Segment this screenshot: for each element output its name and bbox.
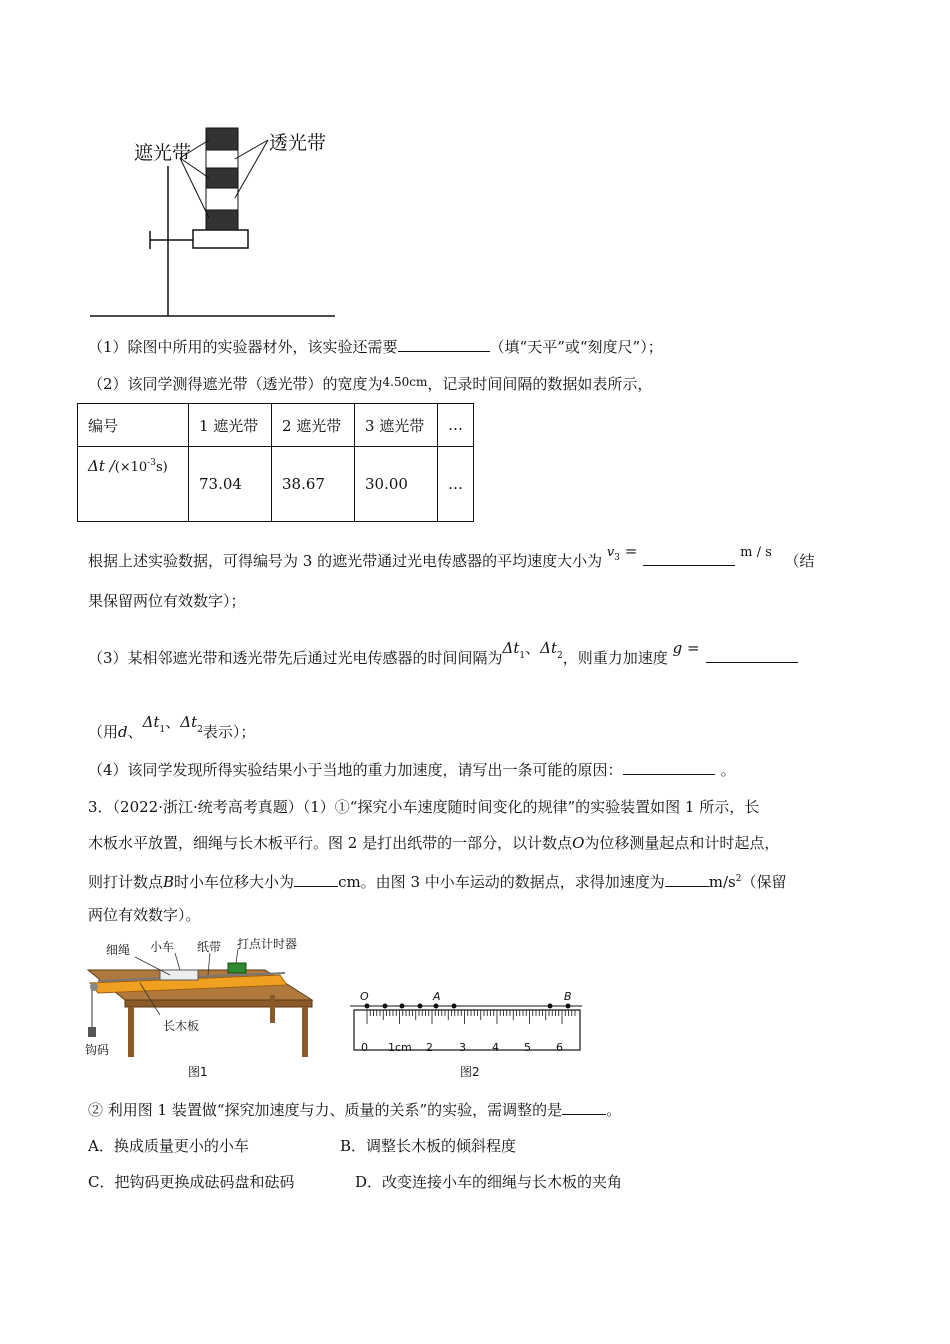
problem-3-line1: 3．（2022·浙江·统考高考真题）（1）①“探究小车速度随时间变化的规律”的实验装置如图 1 所示，长 — [88, 798, 760, 816]
option-a[interactable]: A．换成质量更小的小车 — [88, 1137, 249, 1155]
p3-point-B: B — [163, 873, 175, 891]
p3-line3-d: m/s — [708, 873, 736, 891]
p3-point-O: O — [572, 834, 585, 852]
q3-t1-sub: 1 — [519, 651, 526, 661]
option-d[interactable]: D．改变连接小车的细绳与长木板的夹角 — [355, 1173, 623, 1191]
question-5 — [88, 1100, 621, 1120]
q3-t2: Δt — [540, 639, 558, 657]
row-label-paren: (×10 — [114, 460, 148, 475]
fig2-point-A: A — [433, 990, 441, 1003]
fig2-point-O: O — [360, 990, 369, 1003]
q2b-paren: （结 — [784, 552, 815, 570]
table-header-cell: 3 遮光带 — [355, 404, 438, 447]
q3-d: d — [118, 723, 128, 741]
question-2b-line2: 果保留两位有效数字）； — [88, 592, 246, 610]
row-label-exp: -3 — [147, 458, 156, 468]
fig2-tick-label: 2 — [426, 1041, 433, 1054]
problem-3-line3 — [88, 869, 787, 892]
q2b-var-sub: 3 — [614, 553, 620, 563]
option-b[interactable]: B．调整长木板的倾斜程度 — [340, 1137, 517, 1155]
q3-line2-sep2: 、 — [165, 713, 181, 731]
label-touguangdai: 透光带 — [269, 132, 327, 154]
p3-line3-exp: 2 — [735, 874, 742, 884]
q2b-answer-blank[interactable] — [643, 551, 735, 566]
table-row-label — [78, 447, 189, 522]
label-zheguangdai: 遮光带 — [134, 142, 192, 164]
p3-acceleration-blank[interactable] — [665, 872, 709, 887]
row-label-dt: Δt / — [88, 457, 115, 475]
q2-suffix: ，记录时间间隔的数据如表所示， — [427, 375, 653, 393]
q3-answer-blank[interactable] — [706, 648, 798, 663]
option-c[interactable]: C．把钩码更换成砝码盘和砝码 — [88, 1173, 295, 1191]
q3-line2-t2: Δt — [180, 713, 198, 731]
time-interval-table — [77, 403, 474, 522]
q2b-var: v — [606, 545, 615, 560]
q1-prefix: （1）除图中所用的实验器材外，该实验还需要 — [88, 338, 398, 356]
table-header-cell: 2 遮光带 — [272, 404, 355, 447]
q5-answer-blank[interactable] — [562, 1100, 606, 1115]
fig2-tick-label: 1cm — [388, 1041, 412, 1054]
problem-3-line2 — [88, 833, 779, 853]
q3-eq: = — [686, 639, 700, 657]
question-2 — [88, 372, 652, 394]
q4-end: 。 — [720, 761, 736, 779]
fig1-label-car: 小车 — [150, 940, 175, 954]
fig2-caption: 图2 — [460, 1065, 480, 1079]
fig1-label-timer: 打点计时器 — [237, 937, 298, 951]
q4-answer-blank[interactable] — [623, 760, 715, 775]
question-3 — [88, 638, 798, 668]
ruler-figure — [350, 990, 585, 1060]
p3-line2-a: 木板水平放置，细绳与长木板平行。图 2 是打出纸带的一部分，以计数点 — [88, 834, 573, 852]
fig1-label-weight: 钩码 — [85, 1043, 110, 1057]
fig2-tick-label: 0 — [361, 1041, 368, 1054]
fig2-tick-label: 5 — [524, 1041, 531, 1054]
q5-prefix: ② 利用图 1 装置做“探究加速度与力、质量的关系”的实验，需调整的是 — [88, 1101, 563, 1119]
p3-line3-b: 时小车位移大小为 — [174, 873, 295, 891]
q3-line2-t1: Δt — [142, 713, 160, 731]
row-label-unit: s) — [155, 460, 168, 475]
fig2-tick-label: 4 — [492, 1041, 499, 1054]
q3-sep: 、 — [525, 639, 541, 657]
q1-answer-blank[interactable] — [398, 337, 490, 352]
table-header-row — [78, 404, 474, 447]
problem-3-line4: 两位有效数字）。 — [88, 906, 201, 924]
question-2b — [88, 541, 815, 571]
q3-t1: Δt — [502, 639, 520, 657]
q3-line2-sep: 、 — [127, 723, 143, 741]
q2-prefix: （2）该同学测得遮光带（透光带）的宽度为 — [88, 375, 383, 393]
question-4 — [88, 760, 736, 780]
table-cell: 30.00 — [355, 447, 438, 522]
fig2-point-B: B — [564, 990, 572, 1003]
table-header-cell: … — [438, 404, 474, 447]
table-row — [78, 447, 474, 522]
question-1 — [88, 337, 663, 357]
q3-line2-t1-sub: 1 — [159, 725, 166, 735]
q3-mid: ，则重力加速度 — [562, 649, 668, 667]
q1-suffix: （填“天平”或“刻度尺”）； — [489, 338, 663, 356]
q3-t2-sub: 2 — [557, 651, 563, 661]
p3-line3-c: cm。由图 3 中小车运动的数据点，求得加速度为 — [338, 873, 665, 891]
q3-prefix: （3）某相邻遮光带和透光带先后通过光电传感器的时间间隔为 — [88, 649, 503, 667]
table-cell: 73.04 — [189, 447, 272, 522]
q2b-prefix: 根据上述实验数据，可得编号为 3 的遮光带通过光电传感器的平均速度大小为 — [88, 552, 603, 570]
q2b-unit: m / s — [740, 545, 772, 560]
fig1-label-tape: 纸带 — [197, 940, 222, 954]
fig1-label-board: 长木板 — [163, 1019, 200, 1033]
q5-end: 。 — [606, 1101, 622, 1119]
fig1-caption: 图1 — [188, 1065, 208, 1079]
q4-text: （4）该同学发现所得实验结果小于当地的重力加速度，请写出一条可能的原因： — [88, 761, 623, 779]
q3-g: g — [672, 639, 683, 657]
p3-line3-e: （保留 — [741, 873, 787, 891]
q2-width-value: 4.50cm — [382, 375, 428, 389]
table-header-cell: 1 遮光带 — [189, 404, 272, 447]
table-cell: … — [438, 447, 474, 522]
question-3-line2 — [88, 712, 255, 742]
fig2-tick-label: 3 — [459, 1041, 466, 1054]
table-cell: 38.67 — [272, 447, 355, 522]
q3-line2-prefix: （用 — [88, 723, 119, 741]
p3-line3-a: 则打计数点 — [88, 873, 164, 891]
q3-line2-t2-sub: 2 — [197, 725, 203, 735]
fig1-label-rope: 细绳 — [106, 943, 131, 957]
p3-line2-b: 为位移测量起点和计时起点， — [584, 834, 780, 852]
table-header-cell: 编号 — [78, 404, 189, 447]
p3-displacement-blank[interactable] — [294, 872, 338, 887]
q3-line2-suffix: 表示）； — [202, 723, 256, 741]
fig2-tick-label: 6 — [556, 1041, 563, 1054]
q2b-eq: = — [624, 542, 638, 560]
